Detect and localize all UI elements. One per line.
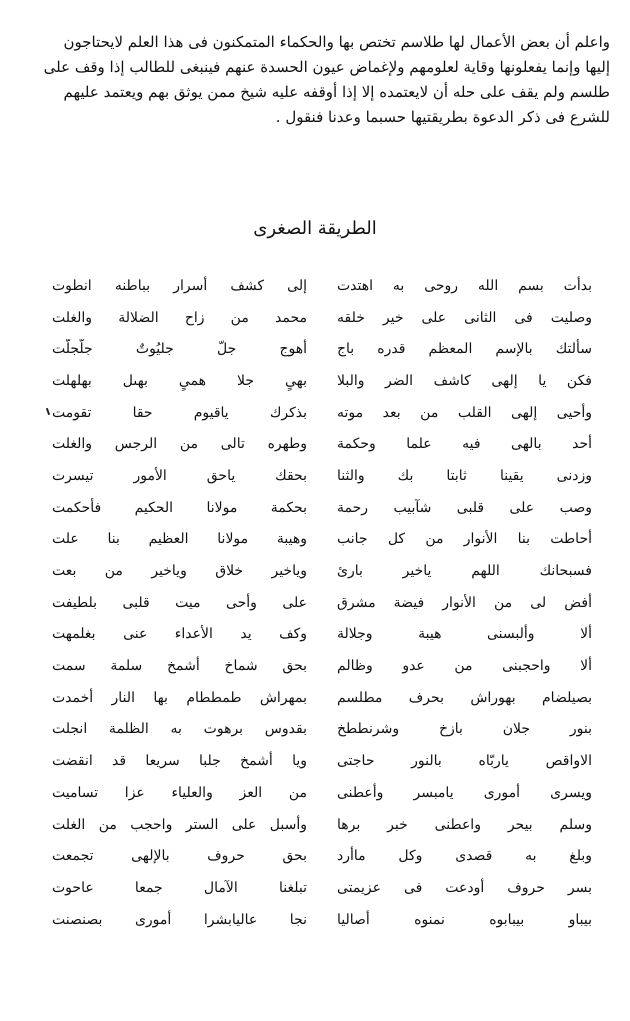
margin-mark xyxy=(46,408,50,415)
poem-verse xyxy=(52,460,592,492)
poem-verse xyxy=(52,619,592,651)
verse-second-hemistich: أهوج جلّ جليُوتٌ جلّجلّت xyxy=(52,341,307,358)
verse-second-hemistich: محمد من زاح الضلالة والغلت xyxy=(52,309,307,326)
section-title: الطريقة الصغرى xyxy=(253,218,377,239)
poem-verse xyxy=(52,840,592,872)
poem-verse xyxy=(52,682,592,714)
poem xyxy=(52,270,592,935)
verse-second-hemistich: وكف يد الأعداء عنى بغلمهت xyxy=(52,626,307,643)
verse-first-hemistich: وبلغ به قصدى وكل ماأرد xyxy=(337,848,592,865)
intro-line: إليها وإنما يفعلونها وقاية لعلومهم ولإغماض عيون الحسدة عنهم فينبغى للطالب إذا وقف على xyxy=(43,58,610,76)
verse-second-hemistich: بمهراش طمططام بها النار أخمدت xyxy=(52,689,307,706)
verse-first-hemistich: بدأت بسم الله روحى به اهتدت xyxy=(337,277,592,294)
verse-second-hemistich: بحكمة مولانا الحكيم فأحكمت xyxy=(52,499,307,516)
poem-verse xyxy=(52,809,592,841)
intro-paragraph xyxy=(20,30,610,130)
poem-verse xyxy=(52,650,592,682)
verse-second-hemistich: ويا أشمخ جلبا سريعا قد انقضت xyxy=(52,753,307,770)
poem-verse xyxy=(52,397,592,429)
poem-verse xyxy=(52,365,592,397)
verse-first-hemistich: وصب على قلبى شآبيب رحمة xyxy=(337,499,592,516)
verse-first-hemistich: وزدنى يقينا ثابتا بك والثنا xyxy=(337,467,592,484)
verse-second-hemistich: إلى كشف أسرار بباطنه انطوت xyxy=(52,277,307,294)
verse-second-hemistich: وهيبة مولانا العظيم بنا علت xyxy=(52,531,307,548)
verse-first-hemistich: بيباو بيبابوه نمنوه أصاليا xyxy=(337,911,592,928)
verse-second-hemistich: وأسبل على الستر واحجب من الغلت xyxy=(52,816,307,833)
verse-first-hemistich: فكن يا إلهى كاشف الضر والبلا xyxy=(337,372,592,389)
poem-verse xyxy=(52,492,592,524)
verse-second-hemistich: بحق شماخ أشمخ سلمة سمت xyxy=(52,658,307,675)
verse-second-hemistich: من العز والعلياء عزا تساميت xyxy=(52,784,307,801)
verse-second-hemistich: بحق حروف بالإلهى تجمعت xyxy=(52,848,307,865)
verse-second-hemistich: بذكرك ياقيوم حقا تقومت xyxy=(52,404,307,421)
verse-first-hemistich: أفض لى من الأنوار فيضة مشرق xyxy=(337,594,592,611)
verse-first-hemistich: ألا وألبسنى هيبة وجلالة xyxy=(337,626,592,643)
verse-second-hemistich: وطهره تالى من الرجس والغلت xyxy=(52,436,307,453)
intro-line: واعلم أن بعض الأعمال لها طلاسم تختص بها والحكماء المتمكنون فى هذا العلم لايحتاجون xyxy=(63,33,610,51)
poem-verse xyxy=(52,777,592,809)
verse-first-hemistich: ويسرى أمورى يامبسر وأعطنى xyxy=(337,784,592,801)
verse-first-hemistich: سألتك بالإسم المعظم قدره باج xyxy=(337,341,592,358)
verse-second-hemistich: تبلغنا الآمال جمعا عاحوت xyxy=(52,879,307,896)
poem-verse xyxy=(52,587,592,619)
verse-first-hemistich: وصليت فى الثانى على خير خلقه xyxy=(337,309,592,326)
verse-first-hemistich: ألا واحجبنى من عدو وظالم xyxy=(337,658,592,675)
verse-second-hemistich: بحقك ياحق الأمور تيسرت xyxy=(52,467,307,484)
poem-verse xyxy=(52,302,592,334)
intro-line: طلسم ولم يقف على حله أن لايعتمده إلا إذا أوقفه عليه شيخ ممن يوثق بهم ويعتمد عليهم xyxy=(63,83,610,101)
poem-verse xyxy=(52,333,592,365)
poem-verse xyxy=(52,745,592,777)
verse-first-hemistich: الاواقص ياربّاه بالنور حاجتى xyxy=(337,753,592,770)
verse-second-hemistich: وياخير خلاق وياخير من بعت xyxy=(52,563,307,580)
verse-first-hemistich: بنور جلان بازخ وشرنططخ xyxy=(337,721,592,738)
poem-verse xyxy=(52,714,592,746)
poem-verse xyxy=(52,428,592,460)
verse-first-hemistich: فسبحانك اللهم ياخير بارئ xyxy=(337,563,592,580)
verse-second-hemistich: بهىٍ جلا همىٍ بهىل بهلهلت xyxy=(52,372,307,389)
poem-verse xyxy=(52,270,592,302)
verse-second-hemistich: نجا عاليابشرا أمورى بصنصنت xyxy=(52,911,307,928)
intro-line: للشرع فى ذكر الدعوة بطريقتيها حسبما وعدنا فنقول . xyxy=(275,108,610,126)
poem-verse xyxy=(52,524,592,556)
verse-first-hemistich: وسلم بيحر واعطنى خبر برها xyxy=(337,816,592,833)
poem-verse xyxy=(52,904,592,936)
poem-verse xyxy=(52,555,592,587)
verse-first-hemistich: أحاطت بنا الأنوار من كل جانب xyxy=(337,531,592,548)
poem-verse xyxy=(52,872,592,904)
verse-first-hemistich: وأحيى إلهى القلب من بعد موته xyxy=(337,404,592,421)
verse-first-hemistich: أحد بالهى فيه علما وحكمة xyxy=(337,436,592,453)
verse-second-hemistich: على وأحى ميت قلبى بلطيفت xyxy=(52,594,307,611)
verse-second-hemistich: بقدوس برهوت به الظلمة انجلت xyxy=(52,721,307,738)
verse-first-hemistich: بسر حروف أودعت فى عزيمتى xyxy=(337,879,592,896)
verse-first-hemistich: بصيلضام بهوراش بحرف مطلسم xyxy=(337,689,592,706)
